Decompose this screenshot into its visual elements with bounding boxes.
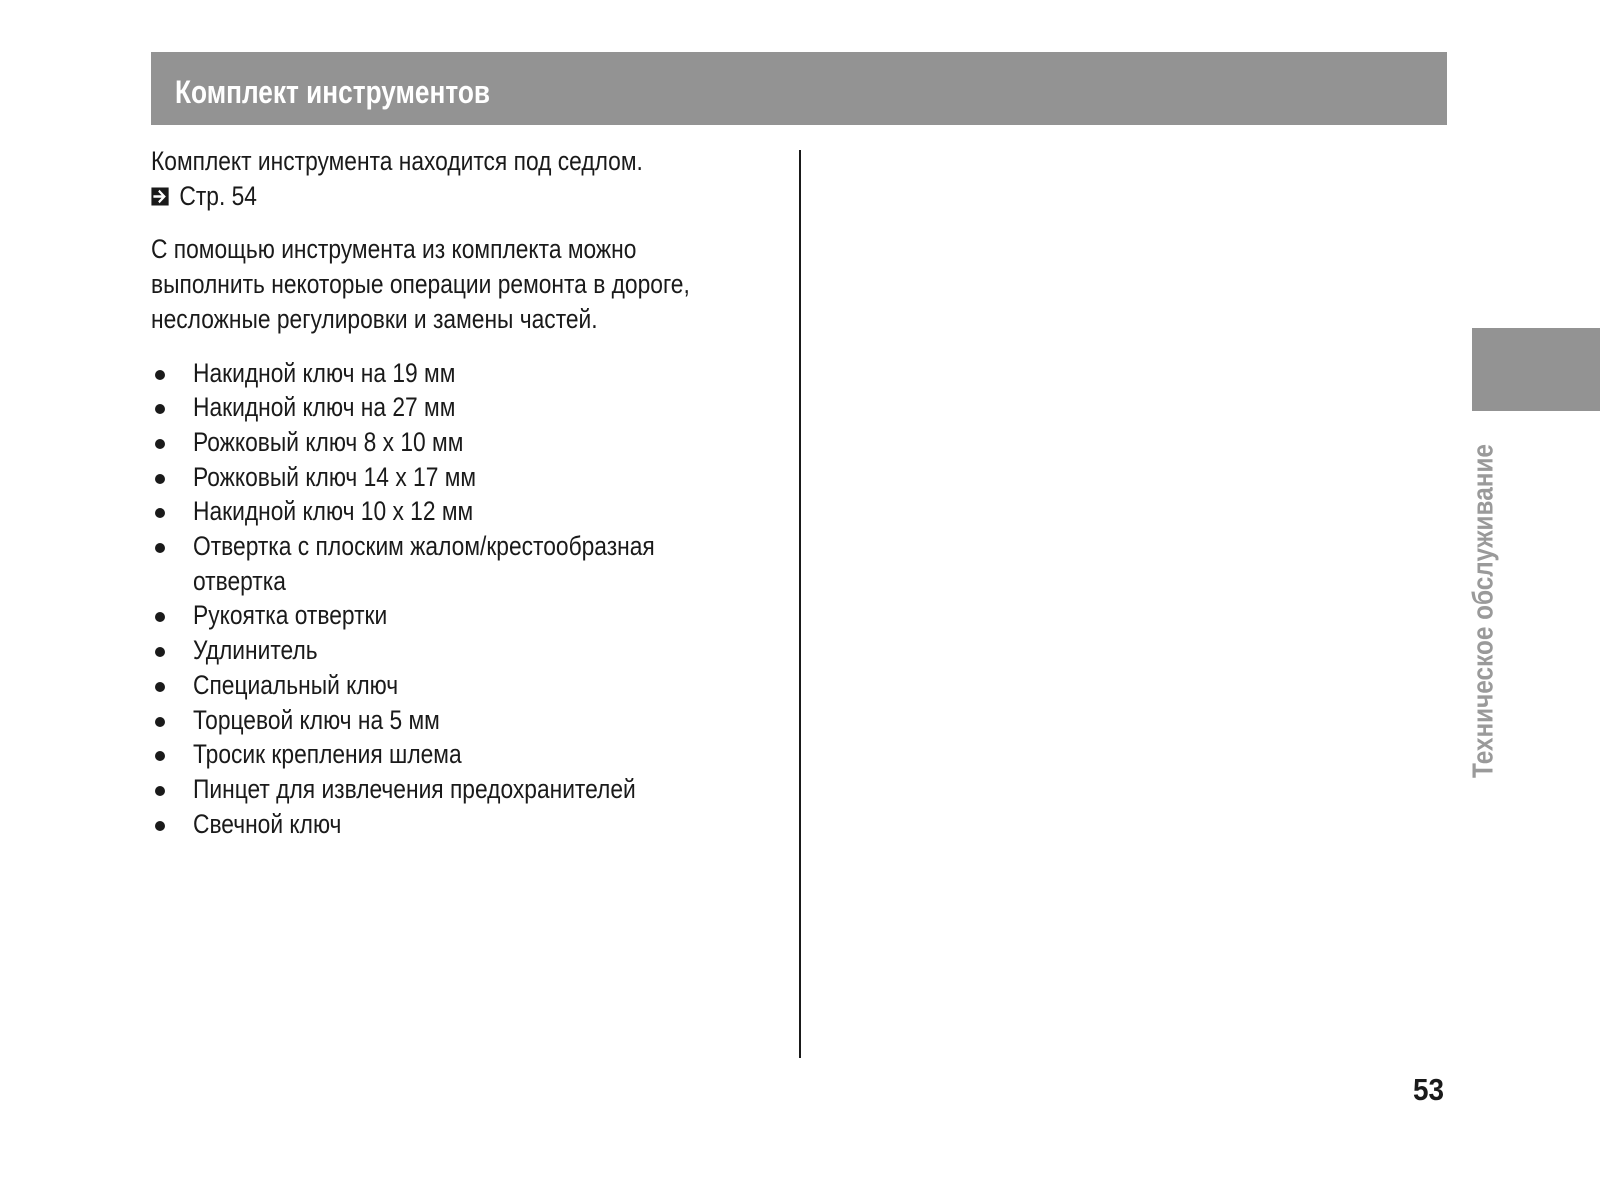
list-item-text: Свечной ключ bbox=[193, 808, 342, 839]
column-divider bbox=[799, 150, 801, 1058]
bullet-icon bbox=[155, 612, 165, 622]
list-item bbox=[151, 668, 791, 703]
list-item bbox=[151, 807, 791, 842]
bullet-icon bbox=[155, 751, 165, 761]
description-line-3: несложные регулировки и замены частей. bbox=[151, 303, 598, 334]
list-item bbox=[151, 772, 791, 807]
tool-list bbox=[151, 356, 791, 842]
list-item-text: Накидной ключ на 19 мм bbox=[193, 357, 456, 388]
description-line-1: С помощью инструмента из комплекта можно bbox=[151, 234, 637, 265]
list-item bbox=[151, 529, 791, 598]
list-item-text: Удлинитель bbox=[193, 635, 318, 666]
list-item bbox=[151, 425, 791, 460]
main-column bbox=[151, 144, 791, 841]
list-item-text: Отвертка с плоским жалом/крестообразная bbox=[193, 531, 655, 562]
bullet-icon bbox=[155, 474, 165, 484]
list-item bbox=[151, 737, 791, 772]
list-item-text: Накидной ключ 10 x 12 мм bbox=[193, 496, 474, 527]
list-item bbox=[151, 633, 791, 668]
bullet-icon bbox=[155, 821, 165, 831]
bullet-icon bbox=[155, 508, 165, 518]
list-item-text: Рожковый ключ 8 x 10 мм bbox=[193, 426, 464, 457]
list-item-text: Тросик крепления шлема bbox=[193, 739, 462, 770]
list-item-continuation: отвертка bbox=[193, 565, 286, 596]
list-item bbox=[151, 356, 791, 391]
list-item-text: Торцевой ключ на 5 мм bbox=[193, 704, 440, 735]
arrow-right-boxed-icon bbox=[151, 187, 169, 206]
page-reference-text: Стр. 54 bbox=[179, 180, 257, 211]
list-item-text: Специальный ключ bbox=[193, 669, 399, 700]
intro-line: Комплект инструмента находится под седлом. bbox=[151, 146, 643, 176]
bullet-icon bbox=[155, 370, 165, 380]
bullet-icon bbox=[155, 647, 165, 657]
list-item-text: Рожковый ключ 14 x 17 мм bbox=[193, 461, 477, 492]
list-item-text: Рукоятка отвертки bbox=[193, 600, 388, 631]
list-item bbox=[151, 598, 791, 633]
page-number: 53 bbox=[1413, 1072, 1445, 1107]
description-line-2: выполнить некоторые операции ремонта в дороге, bbox=[151, 269, 690, 300]
bullet-icon bbox=[155, 682, 165, 692]
chapter-label: Техническое обслуживание bbox=[1467, 444, 1500, 778]
bullet-icon bbox=[155, 543, 165, 553]
bullet-icon bbox=[155, 439, 165, 449]
spacer bbox=[151, 213, 791, 232]
list-item bbox=[151, 703, 791, 738]
spacer bbox=[151, 337, 791, 356]
list-item-text: Накидной ключ на 27 мм bbox=[193, 392, 456, 423]
list-item bbox=[151, 460, 791, 495]
bullet-icon bbox=[155, 786, 165, 796]
chapter-tab bbox=[1472, 328, 1600, 411]
bullet-icon bbox=[155, 404, 165, 414]
list-item bbox=[151, 494, 791, 529]
list-item-text: Пинцет для извлечения предохранителей bbox=[193, 773, 636, 804]
section-title: Комплект инструментов bbox=[175, 74, 491, 110]
chapter-label-wrap bbox=[1462, 428, 1506, 794]
list-item bbox=[151, 390, 791, 425]
page-reference bbox=[151, 179, 701, 214]
bullet-icon bbox=[155, 717, 165, 727]
section-header bbox=[151, 52, 1447, 125]
